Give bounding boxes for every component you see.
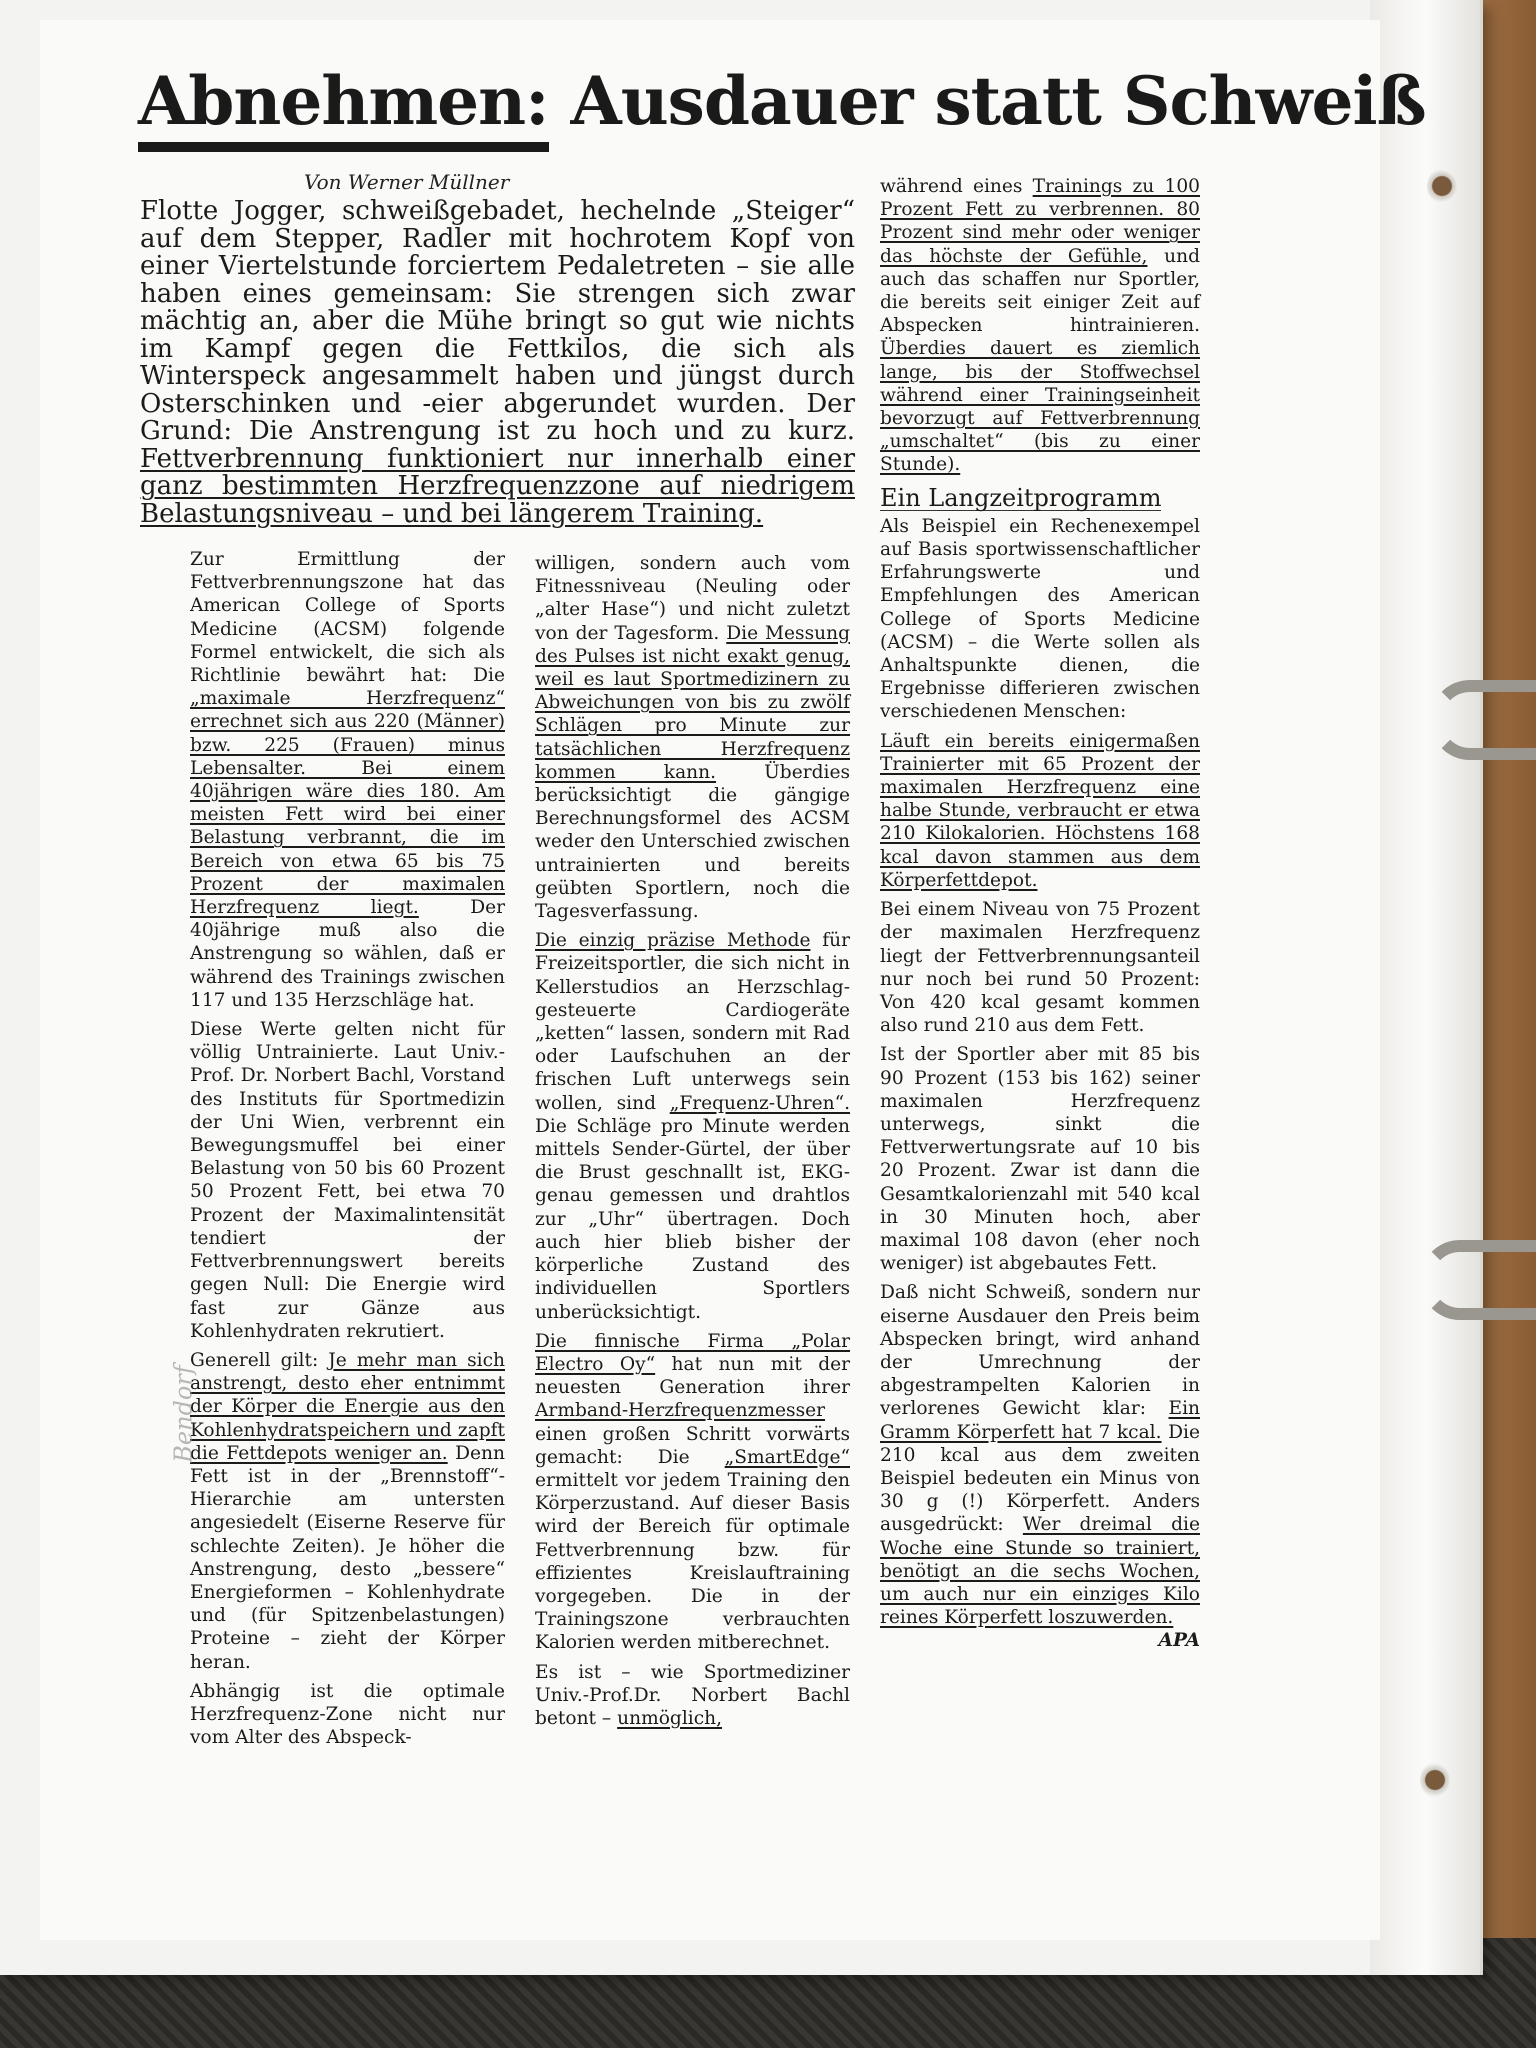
col2-paragraph-2 <box>535 929 850 1323</box>
col3-paragraph-3 <box>880 730 1200 892</box>
col2-paragraph-4 <box>535 1661 850 1731</box>
underlined-text: Wer dreimal die Woche eine Stunde so trainiert, benötigt an die sechs Wochen, um auch nur ein einziges Kilo reines Körperfett loszuwerden. <box>880 1514 1200 1629</box>
text: Denn Fett ist in der „Brennstoff“-Hierarchie am untersten angesiedelt (Eiserne Reserve für schlechte Zeiten). Je höher die Anstrengung, desto „bessere“ Energieformen – Kohlenhydrate und (für Spitzenbelastungen) Proteine – zieht der Körper heran. <box>190 1442 505 1673</box>
col3-paragraph-6 <box>880 1281 1200 1652</box>
col3-paragraph-2: Als Beispiel ein Rechenexempel auf Basis sportwissenschaftlicher Erfahrungswerte und Empfehlungen des American College of Sports Medicine (ACSM) – die Werte sollen als Anhaltspunkte dienen, die Ergebnisse differieren zwischen verschiedenen Menschen: <box>880 515 1200 723</box>
col3-paragraph-4: Bei einem Niveau von 75 Prozent der maximalen Herzfrequenz liegt der Fettverbrennungsanteil nur noch bei rund 50 Prozent: Von 420 kcal gesamt kommen also rund 210 aus dem Fett. <box>880 899 1200 1037</box>
underlined-text: Armband-Herzfrequenzmesser <box>535 1400 826 1422</box>
text: Die Schläge pro Minute werden mittels Sender-Gürtel, der über die Brust geschnallt ist, EKG-genau gemessen und drahtlos zur „Uhr“ übertragen. Doch auch hier blieb bisher der körperliche Zustand des individuellen Sportlers unberücksichtigt. <box>535 1115 850 1323</box>
binder-ring-bottom <box>1420 1240 1536 1320</box>
underlined-text: Die einzig präzise Methode <box>535 930 811 952</box>
text: Die 210 kcal aus dem zweiten Beispiel bedeuten ein Minus von 30 g (!) Körperfett. Anders ausgedrückt: <box>880 1421 1200 1536</box>
sleeve-punched-strip <box>1370 0 1480 1975</box>
binder-ring-top <box>1430 680 1536 760</box>
column-3 <box>880 175 1200 1653</box>
column-2 <box>535 552 850 1736</box>
agency-signature: APA <box>1158 1630 1200 1652</box>
col2-paragraph-1 <box>535 552 850 923</box>
col3-paragraph-5: Ist der Sportler aber mit 85 bis 90 Prozent (153 bis 162) seiner maximalen Herzfrequenz unterwegs, sinkt die Fettverwertungsrate auf 10 bis 20 Prozent. Zwar ist dann die Gesamtkalorienzahl mit 540 kcal in 30 Minuten hoch, aber maximal 108 davon (eher noch weniger) ist abgebautes Fett. <box>880 1044 1200 1275</box>
text: während eines <box>880 176 1033 197</box>
underlined-text: Trainings zu 100 Prozent Fett zu verbrennen. 80 Prozent sind mehr oder weniger das höchste der Gefühle, <box>880 176 1200 267</box>
underlined-text: Die Messung des Pulses ist nicht exakt genug, weil es laut Sportmedizinern zu Abweichungen von bis zu zwölf Schlägen pro Minute zur tatsächlichen Herzfrequenz kommen kann. <box>535 622 850 783</box>
underlined-text: „Frequenz-Uhren“. <box>669 1092 850 1114</box>
title-part-2: Ausdauer statt Schweiß <box>570 62 1426 140</box>
byline: Von Werner Müllner <box>304 170 510 194</box>
underlined-text: „SmartEdge“ <box>724 1446 850 1468</box>
col1-paragraph-1 <box>190 548 505 1012</box>
text: Zur Ermittlung der Fettverbrennungszone hat das American College of Sports Medicine (ACSM) folgende Formel entwickelt, die sich als Richtlinie bewährt hat: Die <box>190 549 505 687</box>
text: Es ist – wie Sportmediziner Univ.-Prof.Dr. Norbert Bachl betont – <box>535 1661 850 1729</box>
underlined-text: „maximale Herzfrequenz“ errechnet sich aus 220 (Männer) bzw. 225 (Frauen) minus Lebensalter. Bei einem 40jährigen wäre dies 180. Am meisten Fett wird bei einer Belastung verbrannt, die im Bereich von etwa 65 bis 75 Prozent der maximalen Herzfrequenz liegt. <box>190 688 505 919</box>
underlined-text: Überdies dauert es ziemlich lange, bis der Stoffwechsel während einer Trainingseinheit bevorzugt auf Fettverbrennung „umschaltet“ (bis zu einer Stunde). <box>880 338 1200 476</box>
text: willigen, sondern auch vom Fitnessniveau (Neuling oder „alter Hase“) und nicht zuletzt von der Tagesform. <box>535 553 850 644</box>
col2-paragraph-3 <box>535 1330 850 1655</box>
lead-paragraph <box>140 198 855 528</box>
title-part-1: Abnehmen: <box>138 62 549 152</box>
text: und auch das schaffen nur Sportler, die bereits seit einiger Zeit auf Abspecken hintrainieren. <box>880 245 1200 337</box>
col1-paragraph-4: Abhängig ist die optimale Herzfrequenz-Zone nicht nur vom Alter des Abspeck- <box>190 1680 505 1749</box>
underlined-text: Läuft ein bereits einigermaßen Trainierter mit 65 Prozent der maximalen Herzfrequenz eine halbe Stunde, verbraucht er etwa 210 Kilokalorien. Höchstens 168 kcal davon stammen aus dem Körperfettdepot. <box>880 730 1200 891</box>
text: für Freizeitsportler, die sich nicht in Kellerstudios an Herzschlag-gesteuerte Cardiogeräte „ketten“ lassen, sondern mit Rad oder Laufschuhen an der frischen Luft unterwegs sein wollen, sind <box>535 930 850 1114</box>
col1-paragraph-2: Diese Werte gelten nicht für völlig Untrainierte. Laut Univ.-Prof. Dr. Norbert Bachl, Vorstand des Instituts für Sportmedizin der Uni Wien, verbrennt ein Bewegungsmuffel bei einer Belastung von 50 bis 60 Prozent 50 Prozent Fett, bei etwa 70 Prozent der Maximalintensität tendiert der Fettverbrennungswert bereits gegen Null: Die Energie wird fast zur Gänze aus Kohlenhydraten rekrutiert. <box>190 1019 505 1342</box>
underlined-text: Ein Gramm Körperfett hat 7 kcal. <box>880 1398 1200 1443</box>
subheading: Ein Langzeitprogramm <box>880 483 1162 512</box>
col1-paragraph-3 <box>190 1349 505 1674</box>
punch-hole-top <box>1427 168 1457 204</box>
lead-text: Flotte Jogger, schweißgebadet, hechelnde „Steiger“ auf dem Stepper, Radler mit hochrotem Kopf von einer Viertelstunde forciertem Pedaletreten – sie alle haben eines gemeinsam: Sie strengen sich zwar mächtig an, aber die Mühe bringt so gut wie nichts im Kampf gegen die Fettkilos, die sich als Winterspeck angesammelt haben und jüngst durch Osterschinken und -eier abgerundet wurden. Der Grund: Die Anstrengung ist zu hoch und zu kurz. <box>140 196 855 446</box>
text: ermittelt vor jedem Training den Körperzustand. Auf dieser Basis wird der Bereich für optimale Fettverbrennung bzw. für effizientes Kreislauftraining vorgegeben. Die in der Trainingszone verbrauchten Kalorien werden mitberechnet. <box>535 1469 850 1654</box>
punch-hole-bottom <box>1420 1762 1450 1798</box>
text: Überdies berücksichtigt die gängige Berechnungsformel des ACSM weder den Unterschied zwischen untrainierten und bereits geübten Sportlern, noch die Tagesverfassung. <box>535 761 850 923</box>
underlined-text: Je mehr man sich anstrengt, desto eher entnimmt der Körper die Energie aus den Kohlenhydratspeichern und zapft die Fettdepots weniger an. <box>190 1349 505 1464</box>
text: Generell gilt: <box>190 1349 329 1371</box>
text: Der 40jährige muß also die Anstrengung so wählen, daß er während des Trainings zwischen 117 und 135 Herzschläge hat. <box>190 897 505 1011</box>
column-1 <box>190 548 505 1755</box>
pencil-annotation: Bendorf <box>169 1365 198 1463</box>
text: einen großen Schritt vorwärts gemacht: Die <box>535 1423 850 1468</box>
text: Daß nicht Schweiß, sondern nur eiserne Ausdauer den Preis beim Abspecken bringt, wird anhand der Umrechnung der abgestrampelten Kalorien in verlorenes Gewicht klar: <box>880 1282 1200 1420</box>
article-title <box>138 62 1426 140</box>
text: hat nun mit der neuesten Generation ihrer <box>535 1353 850 1399</box>
underlined-text: unmöglich, <box>617 1707 723 1729</box>
lead-underlined: Fettverbrennung funktioniert nur innerhalb einer ganz bestimmten Herzfrequenzzone auf niedrigem Belastungsniveau – und bei längerem Training. <box>140 443 855 529</box>
col3-paragraph-1 <box>880 175 1200 477</box>
underlined-text: Die finnische Firma „Polar Electro Oy“ <box>535 1330 850 1375</box>
